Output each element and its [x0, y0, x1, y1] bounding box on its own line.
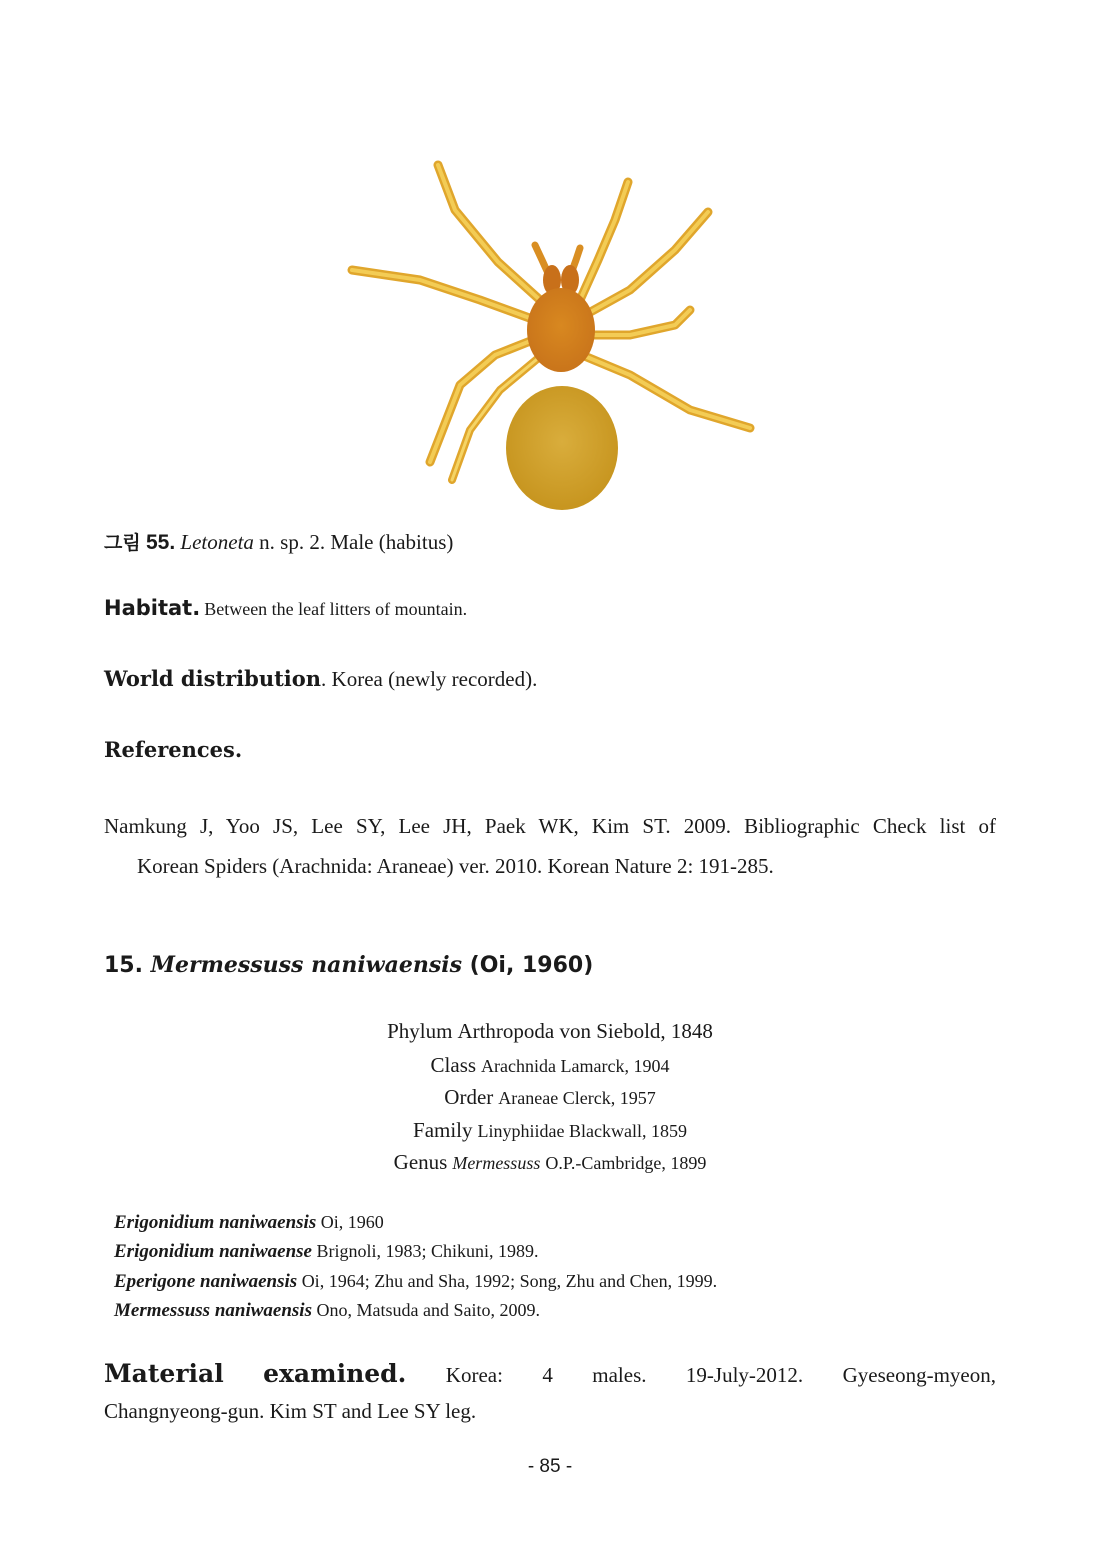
world-distribution-paragraph	[104, 666, 537, 692]
leg-r3	[585, 310, 690, 335]
taxonomy-rank: Genus	[393, 1150, 448, 1174]
taxonomy-rank: Phylum	[387, 1019, 453, 1043]
material-line-2: Changnyeong-gun. Kim ST and Lee SY leg.	[104, 1399, 477, 1423]
taxonomy-genus-name: Mermessuss	[452, 1153, 541, 1173]
material-word: Korea:	[445, 1363, 503, 1387]
world-distribution-heading: World distribution	[104, 666, 322, 691]
material-heading-word: Material	[104, 1359, 224, 1388]
cephalothorax	[527, 288, 595, 372]
taxonomy-value: Linyphiidae Blackwall, 1859	[477, 1121, 687, 1141]
taxonomy-rank: Class	[430, 1053, 477, 1077]
synonym-citation: Oi, 1964; Zhu and Sha, 1992; Song, Zhu and Chen, 1999.	[301, 1271, 718, 1291]
species-name: Mermessuss naniwaensis	[150, 952, 462, 978]
caption-number: 55.	[145, 531, 176, 554]
taxonomy-value: Arachnida Lamarck, 1904	[481, 1056, 670, 1076]
world-distribution-text: . Korea (newly recorded).	[321, 667, 538, 691]
species-heading	[104, 952, 593, 978]
caption-label: 그림	[104, 532, 141, 554]
synonym-name: Mermessuss naniwaensis	[114, 1300, 312, 1321]
material-word: Gyeseong-myeon,	[842, 1363, 996, 1387]
taxonomy-rank: Order	[444, 1085, 494, 1109]
taxonomy-row-class	[250, 1053, 850, 1078]
material-word: 19-July-2012.	[685, 1363, 804, 1387]
synonym-row	[114, 1300, 540, 1322]
material-examined-paragraph	[104, 1356, 996, 1429]
caption-text: n. sp. 2. Male (habitus)	[259, 530, 454, 554]
reference-entry	[104, 806, 996, 886]
synonym-citation: Brignoli, 1983; Chikuni, 1989.	[316, 1241, 539, 1261]
material-word: males.	[592, 1363, 647, 1387]
taxonomy-rank: Family	[413, 1118, 473, 1142]
synonym-name: Erigonidium naniwaensis	[114, 1212, 317, 1233]
habitat-heading: Habitat.	[104, 596, 201, 620]
taxonomy-row-order	[250, 1085, 850, 1110]
material-word: 4	[542, 1363, 553, 1387]
references-heading: References.	[104, 737, 243, 762]
material-line-1	[104, 1356, 996, 1393]
species-number: 15.	[104, 953, 143, 978]
habitat-text: Between the leaf litters of mountain.	[204, 599, 468, 619]
leg-l2	[352, 270, 535, 320]
taxonomy-row-genus	[250, 1150, 850, 1175]
taxonomy-value: O.P.-Cambridge, 1899	[545, 1153, 707, 1173]
taxonomy-row-phylum	[250, 1019, 850, 1044]
abdomen	[506, 386, 618, 510]
synonym-citation: Oi, 1960	[320, 1212, 384, 1232]
species-author: (Oi, 1960)	[469, 953, 594, 978]
page-number: - 85 -	[527, 1456, 573, 1477]
habitat-paragraph	[104, 596, 467, 620]
taxonomy-row-family	[250, 1118, 850, 1143]
synonym-citation: Ono, Matsuda and Saito, 2009.	[316, 1300, 540, 1320]
leg-r2	[585, 212, 708, 315]
synonym-name: Erigonidium naniwaense	[114, 1241, 312, 1262]
figure-caption	[104, 528, 453, 555]
spider-habitus-image	[330, 150, 770, 520]
taxonomy-value: Arthropoda von Siebold, 1848	[457, 1019, 713, 1043]
synonym-name: Eperigone naniwaensis	[114, 1271, 298, 1292]
synonym-row	[114, 1271, 717, 1293]
material-heading-word: examined.	[263, 1359, 407, 1388]
synonym-row	[114, 1241, 539, 1263]
reference-line-1: Namkung J, Yoo JS, Lee SY, Lee JH, Paek WK, Kim ST. 2009. Bibliographic Check list of	[104, 814, 996, 838]
taxonomy-value: Araneae Clerck, 1957	[498, 1088, 656, 1108]
reference-line-2: Korean Spiders (Arachnida: Araneae) ver. 2010. Korean Nature 2: 191-285.	[137, 854, 774, 878]
synonym-row	[114, 1212, 384, 1234]
caption-genus: Letoneta	[180, 530, 254, 554]
leg-l1	[438, 165, 540, 300]
